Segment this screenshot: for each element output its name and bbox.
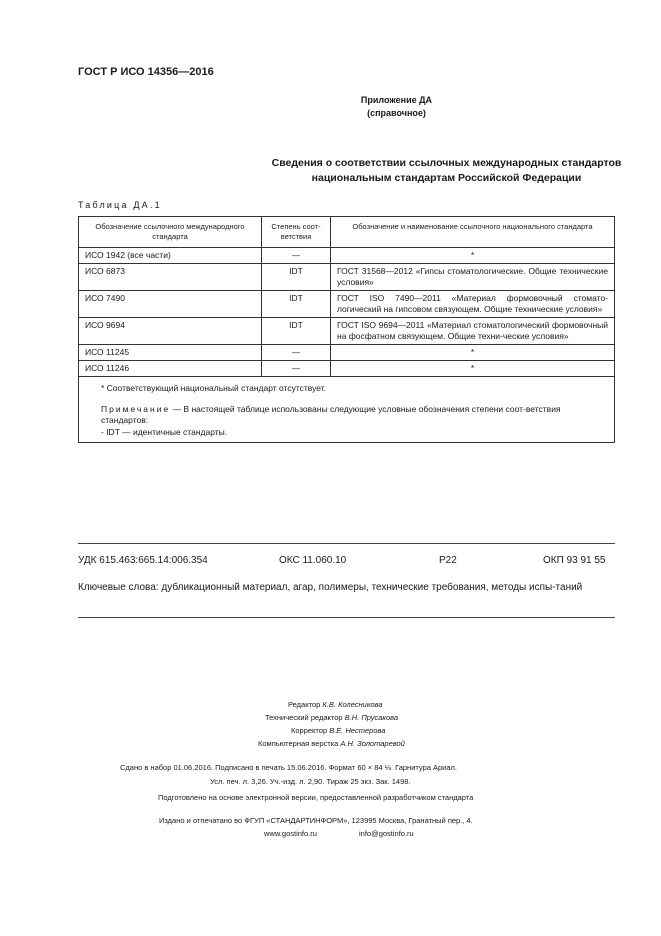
okp-code: ОКП 93 91 55 <box>543 555 606 566</box>
credit-layout: Компьютерная верстка А.Н. Золотаревой <box>258 739 405 748</box>
keywords: Ключевые слова: дубликационный материал, агар, полимеры, технические требования, методы испы-таний <box>78 582 583 593</box>
cell-degree: — <box>262 345 331 361</box>
cell-degree: — <box>262 248 331 264</box>
table-notes <box>79 377 615 443</box>
cell-national: * <box>331 361 615 377</box>
cell-degree: IDT <box>262 264 331 291</box>
cell-national: * <box>331 345 615 361</box>
table-note <box>101 404 592 427</box>
oks-code: ОКС 11.060.10 <box>279 555 347 566</box>
divider-bottom <box>78 617 615 618</box>
cell-degree: IDT <box>262 291 331 318</box>
table-row <box>79 361 615 377</box>
cell-intl: ИСО 11245 <box>79 345 262 361</box>
cell-national: ГОСТ ISO 7490—2011 «Материал формовочный стомато-логический на гипсовом связующем. Общие технические условия» <box>331 291 615 318</box>
credit-corrector: Корректор В.Е. Нестерова <box>291 726 386 735</box>
table-row <box>79 264 615 291</box>
cell-intl: ИСО 11246 <box>79 361 262 377</box>
table-header-row <box>79 217 615 248</box>
table-row <box>79 318 615 345</box>
header-national-standard: Обозначение и наименование ссылочного национального стандарта <box>331 217 615 248</box>
cell-national: ГОСТ ISO 9694—2011 «Материал стоматологический формовочный на фосфатном связующем. Общие техни-ческие условия» <box>331 318 615 345</box>
note-item: - IDT — идентичные стандарты. <box>101 426 228 437</box>
header-degree: Степень соот-ветствия <box>262 217 331 248</box>
table-row <box>79 291 615 318</box>
cell-degree: IDT <box>262 318 331 345</box>
appendix-title: Приложение ДА <box>360 95 433 105</box>
section-title-line-2: национальным стандартам Российской Федерации <box>311 172 582 184</box>
print-info-line-1: Сдано в набор 01.06.2016. Подписано в печать 15.06.2016. Формат 60 × 84 ⅛. Гарнитура Ариал. <box>120 763 457 772</box>
header-intl-standard: Обозначение ссылочного международного стандарта <box>79 217 262 248</box>
table-notes-row <box>79 377 615 443</box>
cell-intl: ИСО 7490 <box>79 291 262 318</box>
table-label: Таблица ДА.1 <box>78 200 162 210</box>
appendix-subtitle: (справочное) <box>367 108 426 118</box>
publisher-email: info@gostinfo.ru <box>359 829 414 838</box>
table-row <box>79 248 615 264</box>
cell-intl: ИСО 1942 (все части) <box>79 248 262 264</box>
table-footnote: * Соответствующий национальный стандарт отсутствует. <box>101 383 327 393</box>
udk-code: УДК 615.463:665.14:006.354 <box>78 555 208 566</box>
reference-table <box>78 216 615 443</box>
category-code: Р22 <box>439 555 457 566</box>
print-info-line-2: Усл. печ. л. 3,26. Уч.-изд. л. 2,90. Тираж 25 экз. Зак. 1498. <box>210 777 411 786</box>
note-label: Примечание <box>101 403 171 414</box>
divider-top <box>78 543 615 544</box>
document-code: ГОСТ Р ИСО 14356—2016 <box>78 66 214 78</box>
credit-editor: Редактор К.В. Колесникова <box>288 700 383 709</box>
cell-national: ГОСТ 31568—2012 «Гипсы стоматологические. Общие технические условия» <box>331 264 615 291</box>
print-info-line-3: Подготовлено на основе электронной версии, предоставленной разработчиком стандарта <box>158 793 474 802</box>
note-text: — В настоящей таблице использованы следующие условные обозначения степени соот-ветствия стандартов: <box>101 403 561 425</box>
section-title-line-1: Сведения о соответствии ссылочных международных стандартов <box>271 157 622 169</box>
publisher-line: Издано и отпечатано во ФГУП «СТАНДАРТИНФОРМ», 123995 Москва, Гранатный пер., 4. <box>159 816 473 825</box>
cell-national: * <box>331 248 615 264</box>
publisher-website: www.gostinfo.ru <box>264 829 317 838</box>
table-row <box>79 345 615 361</box>
cell-intl: ИСО 9694 <box>79 318 262 345</box>
cell-degree: — <box>262 361 331 377</box>
cell-intl: ИСО 6873 <box>79 264 262 291</box>
credit-tech-editor: Технический редактор В.Н. Прусакова <box>265 713 399 722</box>
